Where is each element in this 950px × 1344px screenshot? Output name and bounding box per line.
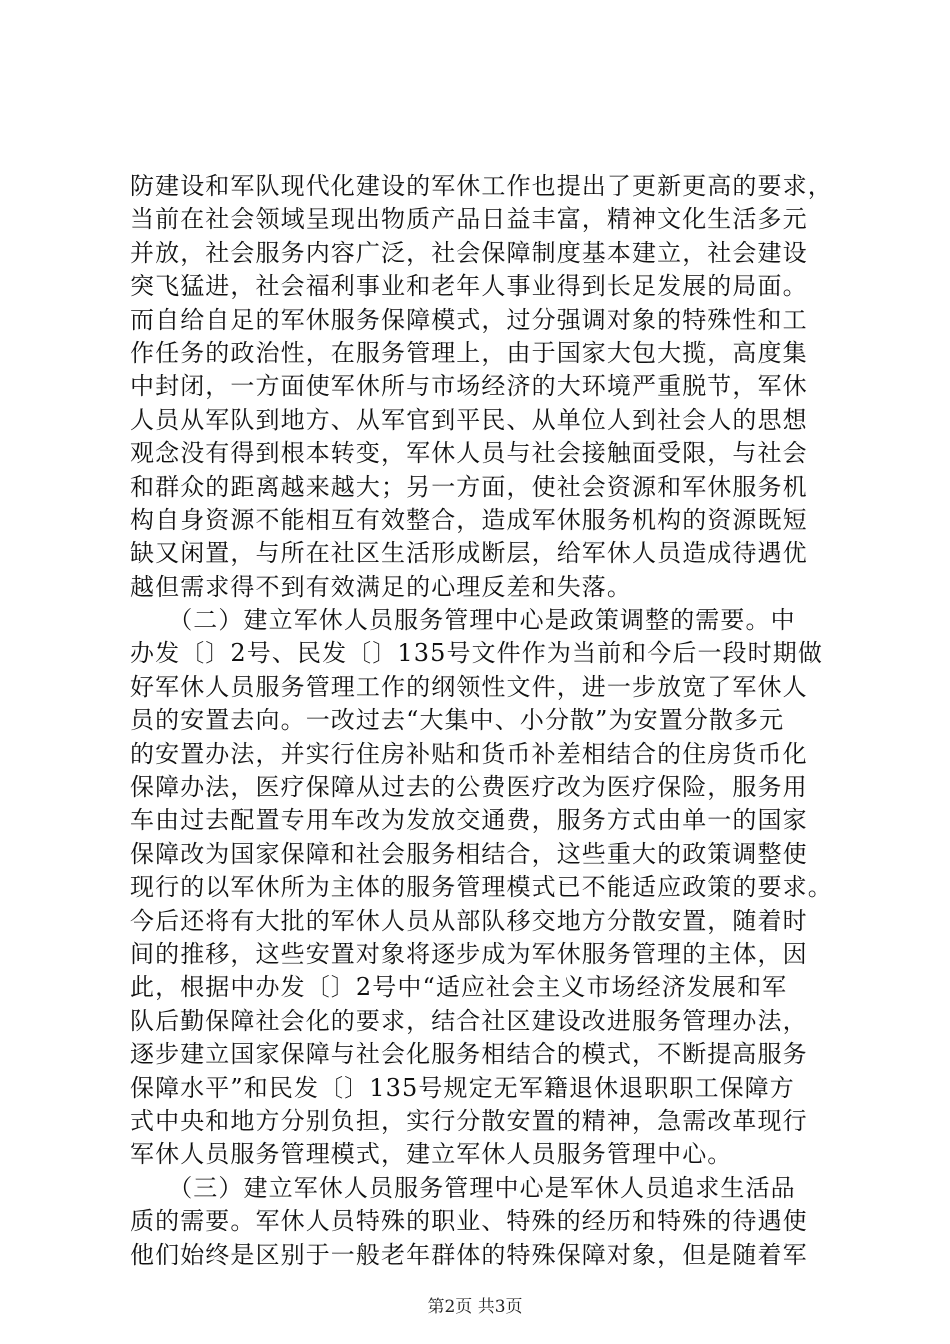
text-line: 的安置办法，并实行住房补贴和货币补差相结合的住房货币化 xyxy=(130,739,808,768)
text-line: 逐步建立国家保障与社会化服务相结合的模式，不断提高服务 xyxy=(130,1040,808,1069)
text-line: （三）建立军休人员服务管理中心是军休人员追求生活品 xyxy=(130,1173,796,1202)
text-line: 中封闭，一方面使军休所与市场经济的大环境严重脱节，军休 xyxy=(130,372,808,401)
text-line: 和群众的距离越来越大；另一方面，使社会资源和军休服务机 xyxy=(130,472,808,501)
text-line: 此，根据中办发〔〕2号中“适应社会主义市场经济发展和军 xyxy=(130,973,788,1002)
body-text xyxy=(130,170,833,1272)
text-line: 队后勤保障社会化的要求，结合社区建设改进服务管理办法， xyxy=(130,1006,808,1035)
text-line: 式中央和地方分别负担，实行分散安置的精神，急需改革现行 xyxy=(130,1106,808,1135)
text-line: 当前在社会领域呈现出物质产品日益丰富，精神文化生活多元 xyxy=(130,205,808,234)
text-line: 越但需求得不到有效满足的心理反差和失落。 xyxy=(130,572,632,601)
text-line: 今后还将有大批的军休人员从部队移交地方分散安置，随着时 xyxy=(130,906,808,935)
text-line: 保障改为国家保障和社会服务相结合，这些重大的政策调整使 xyxy=(130,839,808,868)
text-line: 质的需要。军休人员特殊的职业、特殊的经历和特殊的待遇使 xyxy=(130,1207,808,1236)
text-line: （二）建立军休人员服务管理中心是政策调整的需要。中 xyxy=(130,606,796,635)
text-line: 他们始终是区别于一般老年群体的特殊保障对象，但是随着军 xyxy=(130,1240,808,1269)
text-line: 而自给自足的军休服务保障模式，过分强调对象的特殊性和工 xyxy=(130,305,808,334)
text-line: 保障办法，医疗保障从过去的公费医疗改为医疗保险，服务用 xyxy=(130,773,808,802)
page-footer: 第2页 共3页 xyxy=(427,1297,523,1317)
text-line: 员的安置去向。一改过去“大集中、小分散”为安置分散多元 xyxy=(130,706,785,735)
text-line: 观念没有得到根本转变，军休人员与社会接触面受限，与社会 xyxy=(130,439,808,468)
text-line: 作任务的政治性，在服务管理上，由于国家大包大揽，高度集 xyxy=(130,338,808,367)
text-line: 现行的以军休所为主体的服务管理模式已不能适应政策的要求。 xyxy=(130,873,833,902)
text-line: 保障水平”和民发〔〕135号规定无军籍退休退职职工保障方 xyxy=(130,1073,795,1102)
text-line: 突飞猛进，社会福利事业和老年人事业得到长足发展的局面。 xyxy=(130,272,808,301)
text-line: 间的推移，这些安置对象将逐步成为军休服务管理的主体，因 xyxy=(130,939,808,968)
text-line: 车由过去配置专用车改为发放交通费，服务方式由单一的国家 xyxy=(130,806,808,835)
text-line: 好军休人员服务管理工作的纲领性文件，进一步放宽了军休人 xyxy=(130,672,808,701)
text-line: 并放，社会服务内容广泛，社会保障制度基本建立，社会建设 xyxy=(130,238,808,267)
text-line: 办发〔〕2号、民发〔〕135号文件作为当前和今后一段时期做 xyxy=(130,639,823,668)
text-line: 人员从军队到地方、从军官到平民、从单位人到社会人的思想 xyxy=(130,405,808,434)
text-line: 构自身资源不能相互有效整合，造成军休服务机构的资源既短 xyxy=(130,505,808,534)
text-line: 防建设和军队现代化建设的军休工作也提出了更新更高的要求， xyxy=(130,172,833,200)
text-line: 缺又闲置，与所在社区生活形成断层，给军休人员造成待遇优 xyxy=(130,539,808,568)
text-line: 军休人员服务管理模式，建立军休人员服务管理中心。 xyxy=(130,1140,733,1169)
